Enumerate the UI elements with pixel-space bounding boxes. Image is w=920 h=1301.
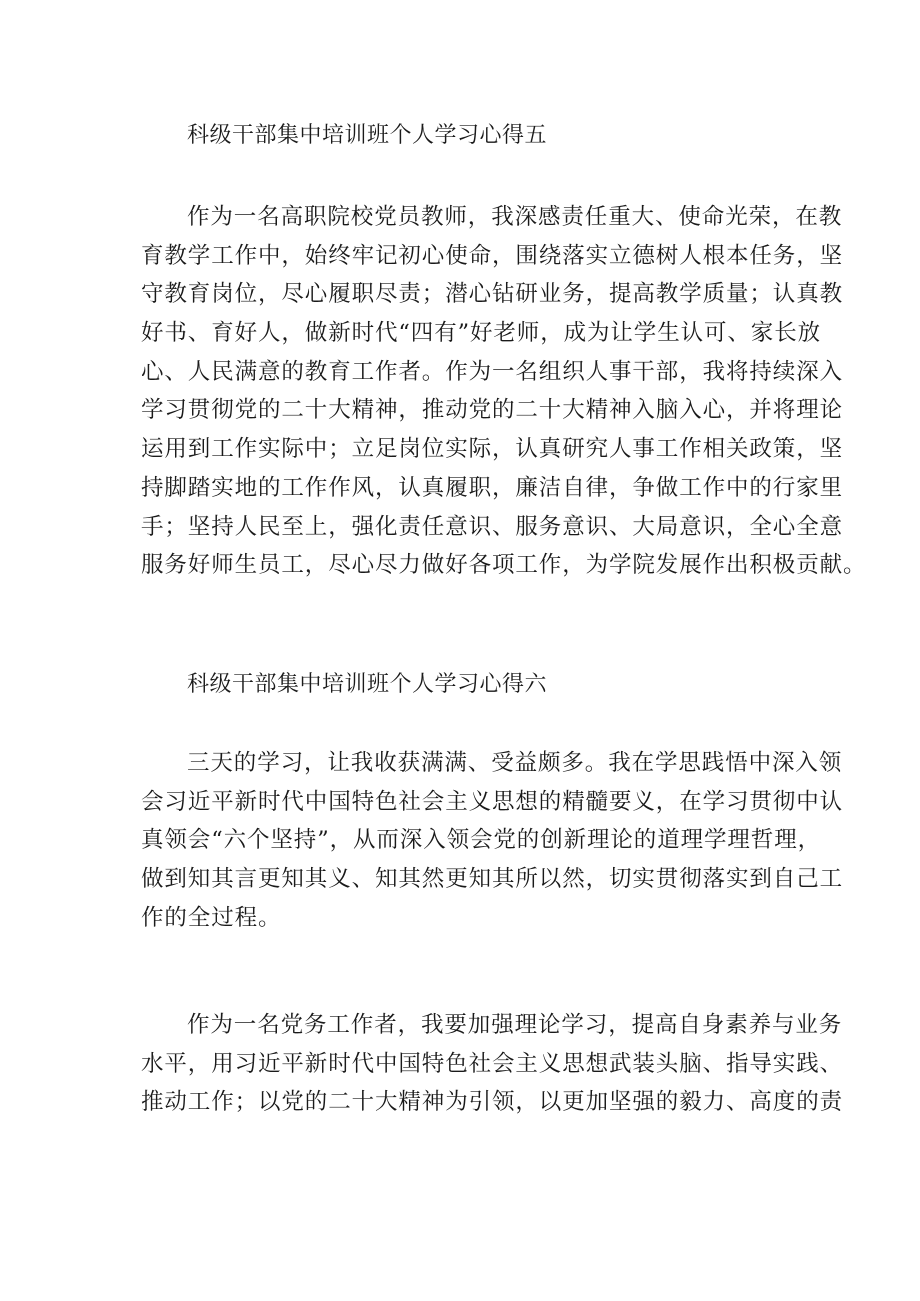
paragraph-line: 服务好师生员工，尽心尽力做好各项工作，为学院发展作出积极贡献。 [141, 552, 867, 579]
paragraph-line: 作为一名党务工作者，我要加强理论学习，提高自身素养与业务 [187, 1012, 843, 1038]
paragraph-line: 作的全过程。 [141, 904, 282, 931]
paragraph-line: 真领会“六个坚持”，从而深入领会党的创新理论的道理学理哲理， [141, 827, 822, 854]
paragraph-line: 好书、育好人，做新时代“四有”好老师，成为让学生认可、家长放 [141, 320, 822, 347]
section-five-paragraph [141, 198, 867, 585]
paragraph-line: 运用到工作实际中；立足岗位实际，认真研究人事工作相关政策，坚 [141, 436, 844, 463]
paragraph-line: 会习近平新时代中国特色社会主义思想的精髓要义，在学习贯彻中认 [141, 788, 844, 815]
section-five-title: 科级干部集中培训班个人学习心得五 [187, 123, 548, 148]
paragraph-line: 育教学工作中，始终牢记初心使命，围绕落实立德树人根本任务，坚 [141, 242, 844, 269]
paragraph-line: 持脚踏实地的工作作风，认真履职，廉洁自律，争做工作中的行家里 [141, 474, 844, 501]
section-six-paragraph-one [141, 744, 844, 937]
paragraph-line: 学习贯彻党的二十大精神，推动党的二十大精神入脑入心，并将理论 [141, 397, 844, 424]
section-six-paragraph-two [141, 1006, 844, 1122]
paragraph-line: 三天的学习，让我收获满满、受益颇多。我在学思践悟中深入领 [187, 750, 843, 776]
section-six-title: 科级干部集中培训班个人学习心得六 [187, 672, 548, 697]
paragraph-line: 心、人民满意的教育工作者。作为一名组织人事干部，我将持续深入 [141, 358, 844, 385]
paragraph-line: 水平，用习近平新时代中国特色社会主义思想武装头脑、指导实践、 [141, 1050, 844, 1077]
paragraph-line: 手；坚持人民至上，强化责任意识、服务意识、大局意识，全心全意 [141, 513, 844, 540]
paragraph-line: 守教育岗位，尽心履职尽责；潜心钻研业务，提高教学质量；认真教 [141, 281, 844, 308]
paragraph-line: 做到知其言更知其义、知其然更知其所以然，切实贯彻落实到自己工 [141, 866, 844, 893]
paragraph-line: 推动工作；以党的二十大精神为引领，以更加坚强的毅力、高度的责 [141, 1089, 844, 1116]
paragraph-line: 作为一名高职院校党员教师，我深感责任重大、使命光荣，在教 [187, 204, 843, 230]
